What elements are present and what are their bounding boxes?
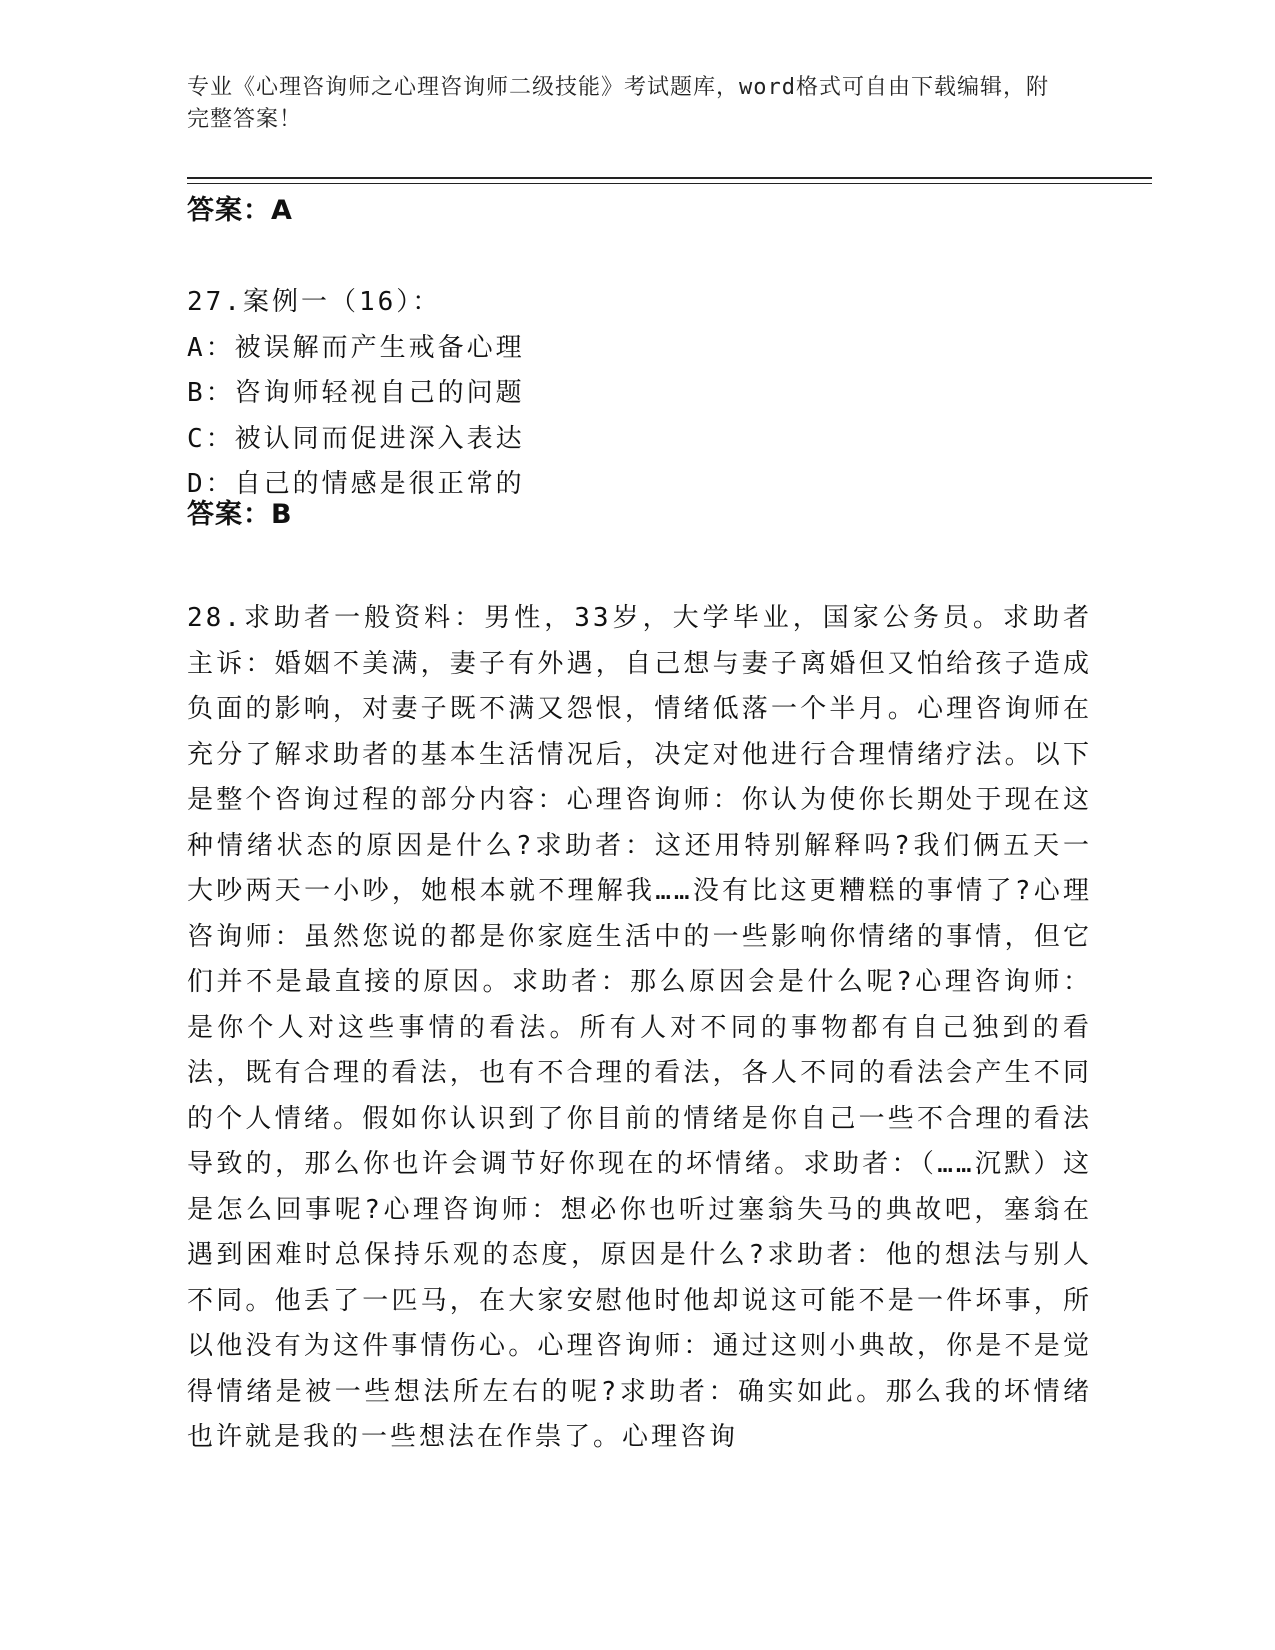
previous-answer: 答案：A: [187, 195, 293, 226]
header-divider-thick: [187, 177, 1152, 179]
question-stem: 27.案例一（16）：: [187, 287, 442, 317]
question-27-answer: 答案：B: [187, 499, 293, 530]
page-header: 专业《心理咨询师之心理咨询师二级技能》考试题库，word格式可自由下载编辑，附完整答案！: [187, 75, 1049, 132]
header-divider-thin: [187, 183, 1152, 184]
question-28: 28.求助者一般资料：男性，33岁，大学毕业，国家公务员。求助者主诉：婚姻不美满，妻子有外遇，自己想与妻子离婚但又怕给孩子造成负面的影响，对妻子既不满又怨恨，情绪低落一个半月。心理咨询师在充分了解求助者的基本生活情况后，决定对他进行合理情绪疗法。以下是整个咨询过程的部分内容：心理咨询师：你认为使你长期处于现在这种情绪状态的原因是什么?求助者：这还用特别解释吗?我们俩五天一大吵两天一小吵，她根本就不理解我……没有比这更糟糕的事情了?心理咨询师：虽然您说的都是你家庭生活中的一些影响你情绪的事情，但它们并不是最直接的原因。求助者：那么原因会是什么呢?心理咨询师：是你个人对这些事情的看法。所有人对不同的事物都有自己独到的看法，既有合理的看法，也有不合理的看法，各人不同的看法会产生不同的个人情绪。假如你认识到了你目前的情绪是你自己一些不合理的看法导致的，那么你也许会调节好你现在的坏情绪。求助者：（……沉默）这是怎么回事呢?心理咨询师：想必你也听过塞翁失马的典故吧，塞翁在遇到困难时总保持乐观的态度，原因是什么?求助者：他的想法与别人不同。他丢了一匹马，在大家安慰他时他却说这可能不是一件坏事，所以他没有为这件事情伤心。心理咨询师：通过这则小典故，你是不是觉得情绪是被一些想法所左右的呢?求助者：确实如此。那么我的坏情绪也许就是我的一些想法在作祟了。心理咨询: [187, 603, 1092, 1452]
option-b: B：咨询师轻视自己的问题: [187, 378, 525, 408]
option-a: A：被误解而产生戒备心理: [187, 332, 525, 363]
option-d: D：自己的情感是很正常的: [187, 469, 525, 499]
option-c: C：被认同而促进深入表达: [187, 423, 525, 454]
question-27: [187, 280, 525, 508]
